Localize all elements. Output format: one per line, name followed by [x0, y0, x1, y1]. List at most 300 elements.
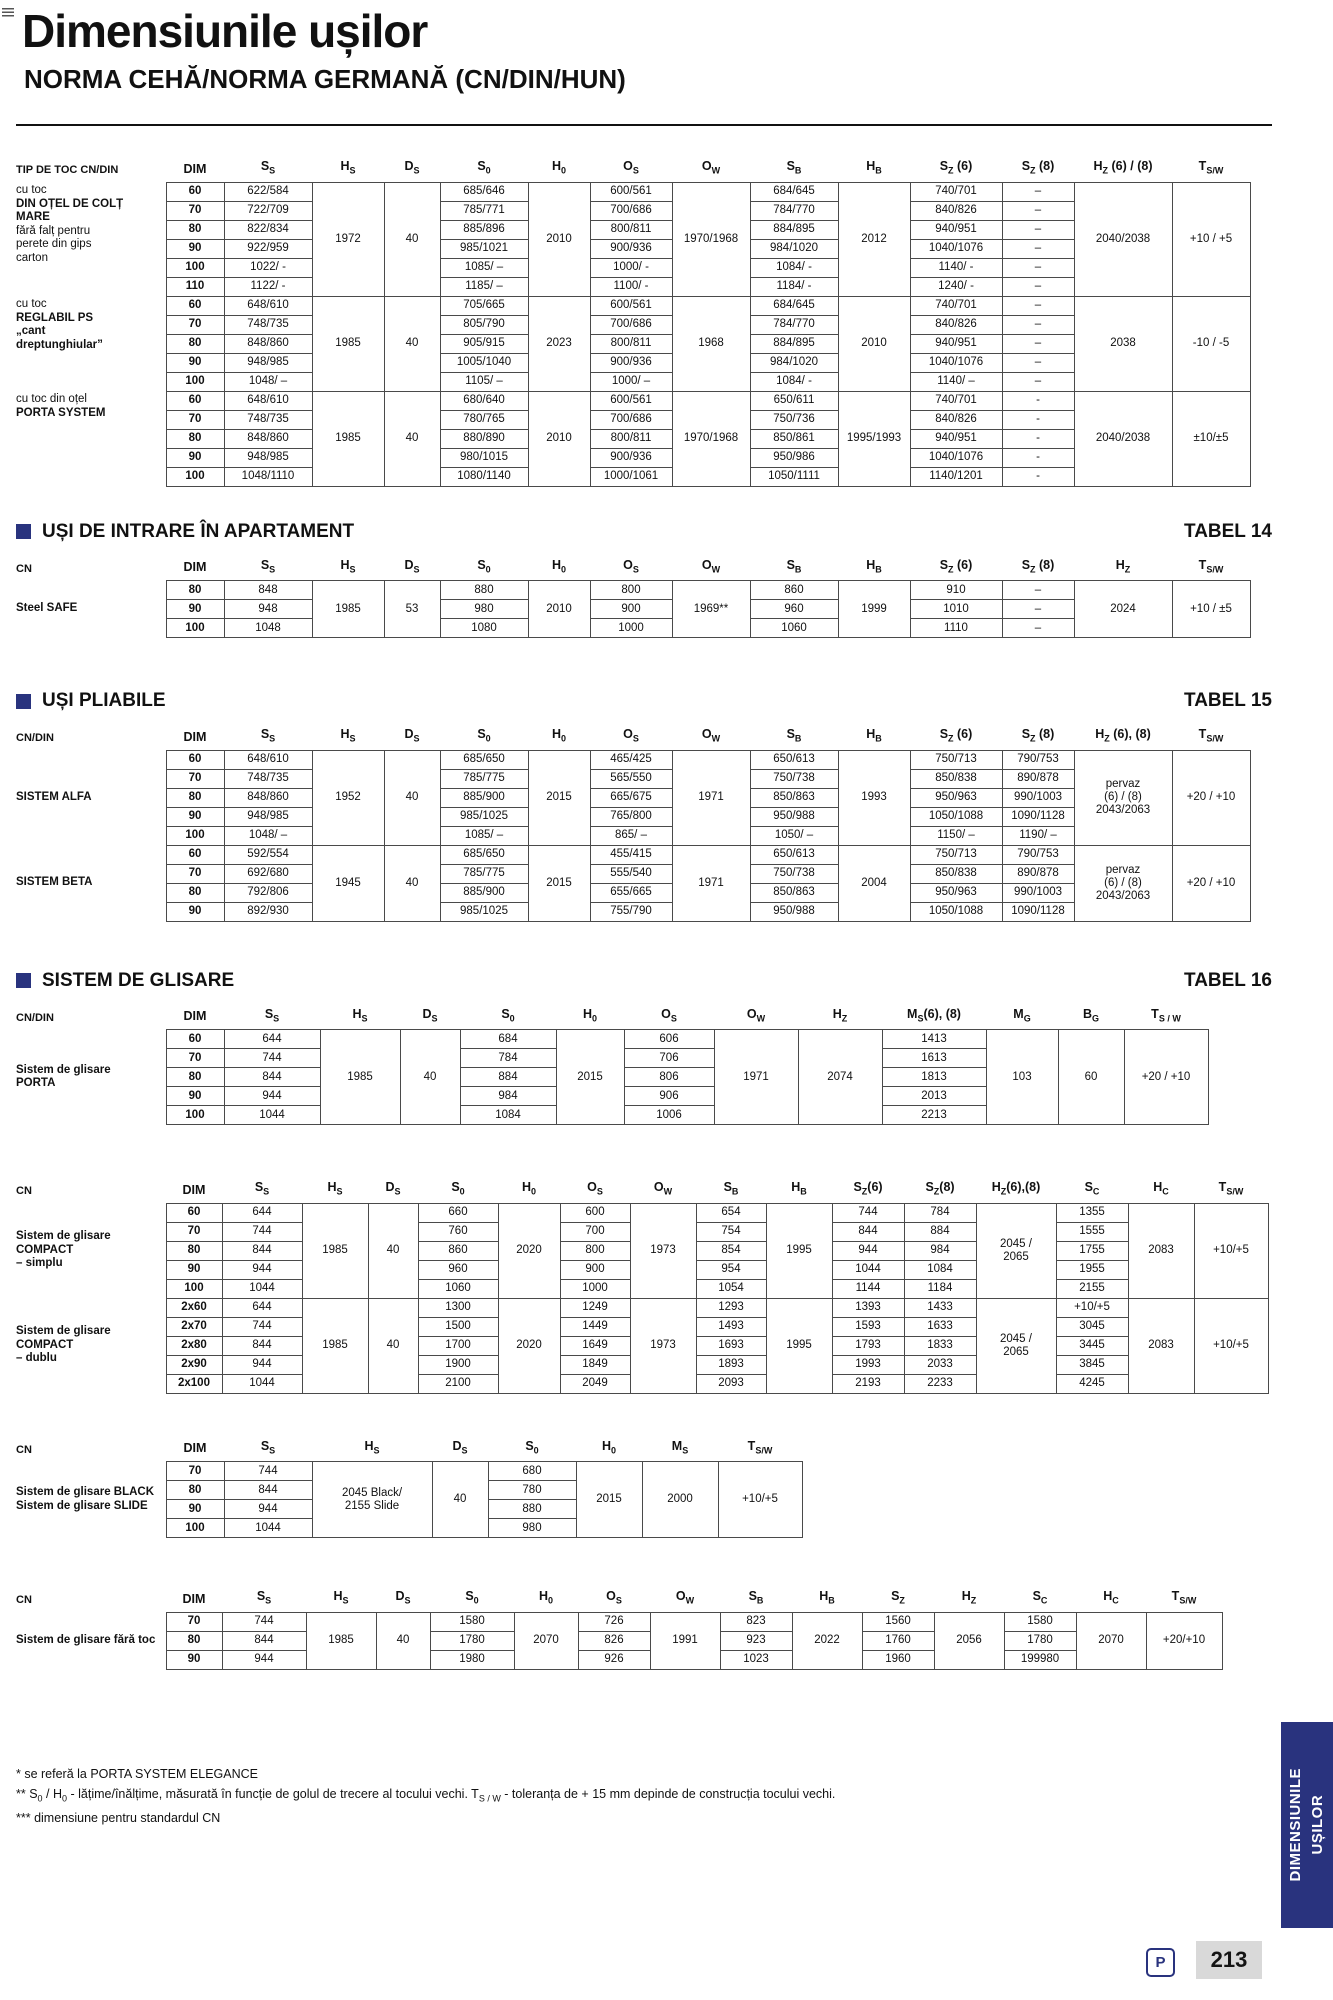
column-header: $H_B$	[819, 1589, 835, 1606]
column-header: DIM	[183, 560, 207, 574]
value-cell: -10 / -5	[1172, 296, 1250, 391]
dim-cell: 60	[166, 1203, 222, 1222]
value-cell: 1110	[910, 619, 1002, 638]
dim-cell: 90	[166, 600, 224, 619]
dim-cell: 70	[166, 864, 224, 883]
value-cell: 1150/ –	[910, 826, 1002, 845]
value-cell: 650/613	[750, 845, 838, 864]
value-cell: 700	[560, 1222, 630, 1241]
value-cell: 800	[590, 581, 672, 600]
value-cell: 990/1003	[1002, 788, 1074, 807]
value-cell: 985/1025	[440, 902, 528, 921]
value-cell: 1985	[302, 1298, 368, 1393]
value-cell: 923	[720, 1631, 792, 1650]
value-cell: 922/959	[224, 239, 312, 258]
value-cell: 1140/ –	[910, 372, 1002, 391]
value-cell: 565/550	[590, 769, 672, 788]
value-cell: 644	[222, 1298, 302, 1317]
value-cell: 1970/1968	[672, 182, 750, 296]
column-header: $S_0$	[501, 1006, 515, 1023]
menu-icon	[2, 8, 14, 18]
value-cell: 1090/1128	[1002, 807, 1074, 826]
value-cell: 744	[222, 1222, 302, 1241]
value-cell: 844	[224, 1068, 320, 1087]
row-label-line: „cant	[16, 325, 46, 337]
dim-cell: 70	[166, 1222, 222, 1241]
dim-cell: 2x70	[166, 1317, 222, 1336]
value-cell: 844	[832, 1222, 904, 1241]
value-cell: 2023	[528, 296, 590, 391]
data-table	[16, 1177, 1269, 1394]
table-glisare-fara-toc	[16, 1586, 1286, 1670]
value-cell: 592/554	[224, 845, 312, 864]
value-cell: 1090/1128	[1002, 902, 1074, 921]
column-header: $S_Z$ (8)	[1021, 727, 1055, 744]
value-cell: 1972	[312, 182, 384, 296]
column-header: $T_{S/W}$	[1198, 557, 1224, 574]
value-cell: 722/709	[224, 201, 312, 220]
dim-cell: 100	[166, 826, 224, 845]
column-header: $S_Z$ (6)	[939, 727, 973, 744]
value-cell: 1969**	[672, 581, 750, 638]
column-header: CN	[16, 1443, 32, 1456]
column-header: $S_0$	[451, 1180, 465, 1197]
value-cell: 885/900	[440, 883, 528, 902]
row-group-label	[16, 1612, 166, 1669]
value-cell: 744	[224, 1462, 312, 1481]
value-cell: 1044	[224, 1106, 320, 1125]
value-cell: 850/838	[910, 769, 1002, 788]
footnote-3	[16, 1808, 1286, 1828]
section-bullet-icon	[16, 524, 31, 539]
value-cell: 950/986	[750, 448, 838, 467]
value-cell: 880/890	[440, 429, 528, 448]
row-group-label	[16, 1203, 166, 1298]
row-label-line: fără falț pentru	[16, 224, 91, 237]
value-cell: 880	[488, 1500, 576, 1519]
row-label-line: cu toc	[16, 298, 47, 310]
value-cell: 1122/ -	[224, 277, 312, 296]
column-header: CN	[16, 562, 32, 575]
column-header: $S_S$	[264, 1006, 280, 1023]
column-header: $D_S$	[404, 159, 420, 176]
dim-cell: 90	[166, 1087, 224, 1106]
row-group-label	[16, 1030, 166, 1125]
dim-cell: 80	[166, 429, 224, 448]
value-cell: 1971	[672, 750, 750, 845]
table-norma-cn-din	[16, 156, 1286, 487]
value-cell: 1973	[630, 1203, 696, 1298]
column-header: $S_S$	[260, 557, 276, 574]
value-cell: 1849	[560, 1355, 630, 1374]
column-header: $H_0$	[551, 727, 567, 744]
value-cell: 744	[224, 1049, 320, 1068]
value-cell: 2015	[528, 750, 590, 845]
value-cell: 680	[488, 1462, 576, 1481]
column-header: $H_B$	[791, 1180, 807, 1197]
column-header: $H_Z$	[1115, 557, 1131, 574]
value-cell: 944	[224, 1500, 312, 1519]
value-cell: 750/738	[750, 769, 838, 788]
data-table	[16, 1586, 1223, 1670]
dim-cell: 60	[166, 182, 224, 201]
value-cell: 644	[222, 1203, 302, 1222]
value-cell: 465/425	[590, 750, 672, 769]
column-header: $H_S$	[327, 1180, 343, 1197]
table-number-14: TABEL 14	[1184, 520, 1272, 542]
value-cell: 648/610	[224, 391, 312, 410]
value-cell: 685/646	[440, 182, 528, 201]
value-cell: 2074	[798, 1030, 882, 1125]
value-cell: 1023	[720, 1650, 792, 1669]
value-cell: 40	[384, 750, 440, 845]
value-cell: 40	[432, 1462, 488, 1538]
column-header: $S_Z$ (8)	[1021, 159, 1055, 176]
value-cell: 950/988	[750, 807, 838, 826]
value-cell: -	[1002, 410, 1074, 429]
value-cell: 2013	[882, 1087, 986, 1106]
value-cell: 944	[222, 1260, 302, 1279]
value-cell: 840/826	[910, 201, 1002, 220]
dim-cell: 2x80	[166, 1336, 222, 1355]
value-cell: +10/+5	[718, 1462, 802, 1538]
value-cell: 944	[222, 1355, 302, 1374]
value-cell: 2155	[1056, 1279, 1128, 1298]
value-cell: 948/985	[224, 353, 312, 372]
data-table	[16, 555, 1251, 639]
value-cell: 1050/1111	[750, 467, 838, 486]
value-cell: –	[1002, 239, 1074, 258]
value-cell: 1022/ -	[224, 258, 312, 277]
row-group-label	[16, 581, 166, 638]
column-header: $O_S$	[623, 557, 639, 574]
value-cell: 780	[488, 1481, 576, 1500]
value-cell: 1105/ –	[440, 372, 528, 391]
value-cell: 950/988	[750, 902, 838, 921]
data-table	[16, 1004, 1209, 1126]
dim-cell: 80	[166, 1631, 222, 1650]
column-header: CN	[16, 1185, 32, 1197]
row-label-line: Sistem de glisare	[16, 1325, 111, 1338]
column-header: $S_B$	[786, 159, 802, 176]
value-cell: 885/896	[440, 220, 528, 239]
dim-cell: 100	[166, 467, 224, 486]
column-header: $T_{S/W}$	[1198, 727, 1224, 744]
value-cell: 760	[418, 1222, 498, 1241]
value-cell: 600/561	[590, 391, 672, 410]
value-cell: –	[1002, 182, 1074, 201]
value-cell: 1613	[882, 1049, 986, 1068]
value-cell: 1048	[224, 619, 312, 638]
column-header: $H_Z$	[961, 1589, 977, 1606]
value-cell: 944	[832, 1241, 904, 1260]
footnote-2	[16, 1784, 1286, 1809]
value-cell: 984	[460, 1087, 556, 1106]
value-cell: 1044	[224, 1519, 312, 1538]
dim-cell: 70	[166, 769, 224, 788]
value-cell: –	[1002, 277, 1074, 296]
value-cell: 1048/1110	[224, 467, 312, 486]
value-cell: 985/1025	[440, 807, 528, 826]
value-cell: 885/900	[440, 788, 528, 807]
value-cell: 848/860	[224, 334, 312, 353]
value-cell: 980	[440, 600, 528, 619]
column-header: $S_S$	[260, 159, 276, 176]
dim-cell: 100	[166, 1279, 222, 1298]
section-header-glisare	[16, 970, 1272, 992]
value-cell: 1080	[440, 619, 528, 638]
value-cell: 748/735	[224, 315, 312, 334]
value-cell: 40	[384, 391, 440, 486]
value-cell: 1240/ -	[910, 277, 1002, 296]
value-cell: 2033	[904, 1355, 976, 1374]
value-cell: 3045	[1056, 1317, 1128, 1336]
column-header: $H_S$	[340, 159, 356, 176]
value-cell: 980	[488, 1519, 576, 1538]
value-cell: 748/735	[224, 769, 312, 788]
row-group-label	[16, 296, 166, 391]
row-label-line: COMPACT	[16, 1338, 74, 1351]
value-cell: 1000/ –	[590, 372, 672, 391]
value-cell: 622/584	[224, 182, 312, 201]
row-label-line: perete din gips	[16, 238, 92, 250]
subscript: 0	[37, 1793, 43, 1803]
value-cell: 2010	[838, 296, 910, 391]
value-cell: 740/701	[910, 391, 1002, 410]
column-header: $O_W$	[701, 727, 721, 744]
row-label-line: DIN OȚEL DE COLȚ	[16, 197, 124, 210]
value-cell: 960	[418, 1260, 498, 1279]
value-cell: 740/701	[910, 296, 1002, 315]
value-cell: 1993	[832, 1355, 904, 1374]
value-cell: 600	[560, 1203, 630, 1222]
value-cell: 822/834	[224, 220, 312, 239]
column-header: CN/DIN	[16, 1011, 54, 1024]
value-cell: 1793	[832, 1336, 904, 1355]
column-header: $O_W$	[746, 1006, 766, 1023]
value-cell: 1080/1140	[440, 467, 528, 486]
value-cell: 848	[224, 581, 312, 600]
porta-logo	[1146, 1948, 1175, 1977]
value-cell: 1780	[1004, 1631, 1076, 1650]
column-header: $H_0$	[582, 1006, 598, 1023]
value-cell: 850/863	[750, 788, 838, 807]
value-cell: 990/1003	[1002, 883, 1074, 902]
value-cell: 984/1020	[750, 353, 838, 372]
value-cell: 984	[904, 1241, 976, 1260]
page-number-value: 213	[1210, 1947, 1248, 1972]
dim-cell: 100	[166, 1519, 224, 1538]
column-header: $T_{S/W}$	[1218, 1180, 1244, 1197]
value-cell: 948	[224, 600, 312, 619]
value-cell: 750/713	[910, 845, 1002, 864]
value-cell: 884/895	[750, 220, 838, 239]
value-cell: 1555	[1056, 1222, 1128, 1241]
value-cell: +20 / +10	[1124, 1030, 1208, 1125]
value-cell: 850/863	[750, 883, 838, 902]
row-label-line: PORTA	[16, 1077, 56, 1089]
value-cell: 1755	[1056, 1241, 1128, 1260]
value-cell: 40	[368, 1203, 418, 1298]
value-cell: 1300	[418, 1298, 498, 1317]
table-number-16: TABEL 16	[1184, 969, 1272, 991]
column-header: TIP DE TOC CN/DIN	[16, 164, 119, 176]
data-table	[16, 724, 1251, 922]
value-cell: 780/765	[440, 410, 528, 429]
value-cell: 1060	[750, 619, 838, 638]
value-cell: 650/611	[750, 391, 838, 410]
column-header: $O_W$	[701, 557, 721, 574]
value-cell: 792/806	[224, 883, 312, 902]
value-cell: 1249	[560, 1298, 630, 1317]
value-cell: 660	[418, 1203, 498, 1222]
text-segment: - lățime/înălțime, măsurată în funcție de golul de trecere al tocului vechi. T	[67, 1786, 479, 1801]
value-cell: 1693	[696, 1336, 766, 1355]
value-cell: 848/860	[224, 788, 312, 807]
value-cell: 800/811	[590, 429, 672, 448]
value-cell: +10/+5	[1194, 1203, 1268, 1298]
column-header: $S_Z$	[891, 1589, 905, 1606]
value-cell: 806	[624, 1068, 714, 1087]
value-cell: 840/826	[910, 410, 1002, 429]
value-cell: 784	[904, 1203, 976, 1222]
dim-cell: 70	[166, 1462, 224, 1481]
value-cell: 844	[224, 1481, 312, 1500]
value-cell: +10/+5	[1194, 1298, 1268, 1393]
value-cell: 865/ –	[590, 826, 672, 845]
value-cell: 684/645	[750, 296, 838, 315]
value-cell: 1813	[882, 1068, 986, 1087]
value-cell: 900	[560, 1260, 630, 1279]
value-cell: 960	[750, 600, 838, 619]
value-cell: 2015	[528, 845, 590, 921]
dim-cell: 60	[166, 1030, 224, 1049]
column-header: $T_{S/W}$	[747, 1438, 773, 1455]
column-header: $S_Z$ (6)	[939, 159, 973, 176]
value-cell: 750/713	[910, 750, 1002, 769]
row-group-label	[16, 750, 166, 845]
value-cell: 1393	[832, 1298, 904, 1317]
column-header: $H_C$	[1153, 1180, 1169, 1197]
value-cell: 1900	[418, 1355, 498, 1374]
value-cell: 2000	[642, 1462, 718, 1538]
dim-cell: 60	[166, 750, 224, 769]
column-header: $S_S$	[260, 1438, 276, 1455]
column-header: $S_Z$ (6)	[939, 557, 973, 574]
column-header: CN/DIN	[16, 732, 54, 744]
column-header: $S_S$	[260, 727, 276, 744]
column-header: $O_S$	[623, 727, 639, 744]
value-cell: 2010	[528, 391, 590, 486]
value-cell: 1144	[832, 1279, 904, 1298]
value-cell: 800	[560, 1241, 630, 1260]
value-cell: 954	[696, 1260, 766, 1279]
column-header: $S_S$	[254, 1180, 270, 1197]
value-cell: 2083	[1128, 1203, 1194, 1298]
value-cell: 680/640	[440, 391, 528, 410]
value-cell: 940/951	[910, 429, 1002, 448]
value-cell: 1945	[312, 845, 384, 921]
value-cell: 1293	[696, 1298, 766, 1317]
column-header: $O_W$	[675, 1589, 695, 1606]
column-header: $H_0$	[551, 159, 567, 176]
column-header: DIM	[183, 729, 207, 744]
dim-cell: 2x90	[166, 1355, 222, 1374]
table-number-15: TABEL 15	[1184, 690, 1272, 711]
value-cell: 1140/ -	[910, 258, 1002, 277]
dim-cell: 80	[166, 788, 224, 807]
value-cell: 1355	[1056, 1203, 1128, 1222]
value-cell: 900/936	[590, 353, 672, 372]
value-cell: –	[1002, 296, 1074, 315]
column-header: $H_0$	[601, 1438, 617, 1455]
dim-cell: 90	[166, 448, 224, 467]
column-header: $S_0$	[477, 727, 491, 744]
value-cell: 1140/1201	[910, 467, 1002, 486]
column-header: $S_Z$ (8)	[1021, 557, 1055, 574]
data-table	[16, 156, 1251, 487]
value-cell: 890/878	[1002, 864, 1074, 883]
column-header: $T_{S / W}$	[1151, 1006, 1181, 1023]
value-cell: 844	[222, 1631, 306, 1650]
value-cell: 1971	[714, 1030, 798, 1125]
value-cell: 1649	[560, 1336, 630, 1355]
value-cell: 700/686	[590, 315, 672, 334]
value-cell: 726	[578, 1612, 650, 1631]
value-cell: 665/675	[590, 788, 672, 807]
value-cell: 1184/ -	[750, 277, 838, 296]
value-cell: 2040/2038	[1074, 391, 1172, 486]
column-header: $H_0$	[538, 1589, 554, 1606]
value-cell: 1780	[430, 1631, 514, 1650]
row-label-line: PORTA SYSTEM	[16, 406, 106, 419]
value-cell: 1995	[766, 1203, 832, 1298]
dim-cell: 90	[166, 1650, 222, 1669]
value-cell: 880	[440, 581, 528, 600]
value-cell: pervaz (6) / (8) 2043/2063	[1074, 750, 1172, 845]
column-header: $H_Z$ (6), (8)	[1095, 727, 1151, 744]
side-tab-banner	[1281, 1722, 1333, 1928]
value-cell: 854	[696, 1241, 766, 1260]
value-cell: 744	[222, 1612, 306, 1631]
column-header: $T_{S/W}$	[1171, 1589, 1197, 1606]
column-header: $O_S$	[623, 159, 639, 176]
value-cell: 1760	[862, 1631, 934, 1650]
value-cell: 555/540	[590, 864, 672, 883]
value-cell: 900/936	[590, 239, 672, 258]
value-cell: 1048/ –	[224, 826, 312, 845]
value-cell: 1633	[904, 1317, 976, 1336]
row-label-line: cu toc din oțel	[16, 393, 87, 405]
value-cell: 884	[460, 1068, 556, 1087]
dim-cell: 80	[166, 581, 224, 600]
table-tabel-15	[16, 724, 1286, 922]
value-cell: 40	[400, 1030, 460, 1125]
dim-cell: 60	[166, 845, 224, 864]
value-cell: 2020	[498, 1203, 560, 1298]
subscript: 0	[62, 1793, 68, 1803]
value-cell: 700/686	[590, 201, 672, 220]
row-label-line: SISTEM ALFA	[16, 790, 92, 803]
value-cell: 1048/ –	[224, 372, 312, 391]
value-cell: 784/770	[750, 201, 838, 220]
section-header-pliabile	[16, 690, 1272, 712]
dim-cell: 80	[166, 334, 224, 353]
footnote-1	[16, 1764, 1286, 1784]
row-label-line: Sistem de glisare fără toc	[16, 1633, 156, 1646]
value-cell: 1985	[302, 1203, 368, 1298]
row-label-line: Sistem de glisare	[16, 1063, 111, 1076]
